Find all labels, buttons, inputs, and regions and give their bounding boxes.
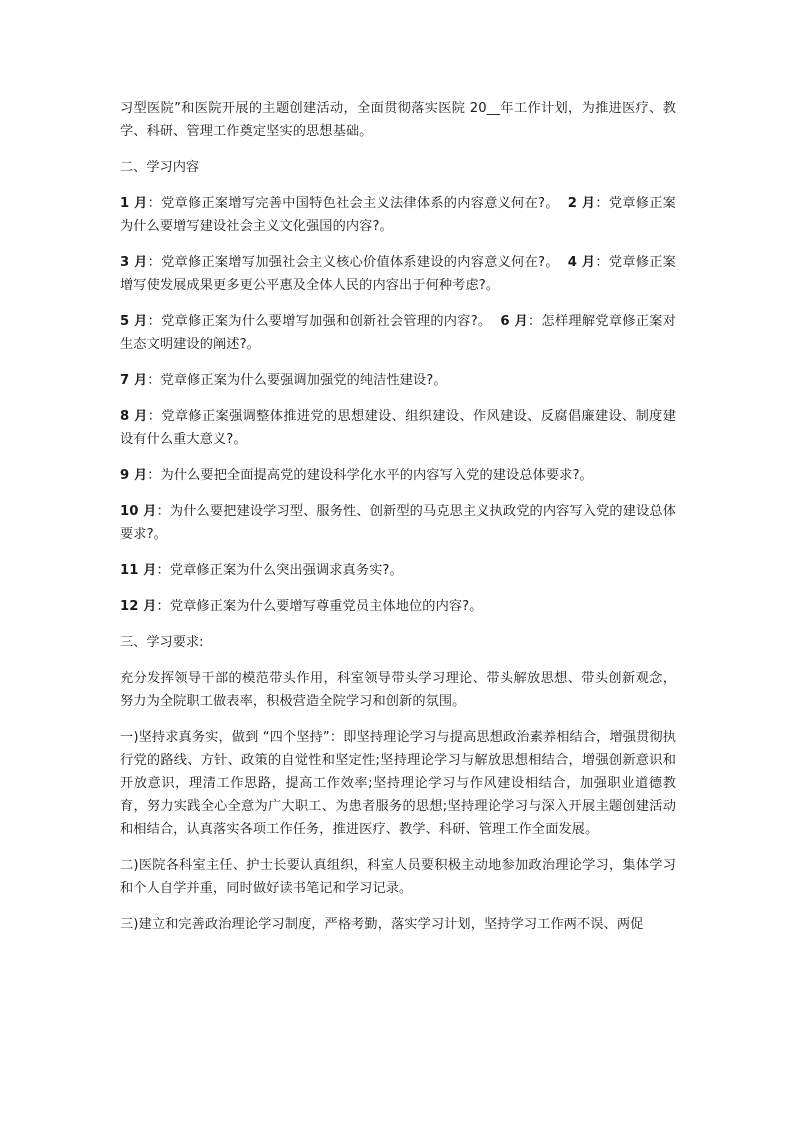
month-text: ：党章修正案为什么要增写加强和创新社会管理的内容?。 — [147, 314, 492, 329]
month-label: 7 月 — [120, 373, 148, 388]
requirement-item-2: 二)医院各科室主任、护士长要认真组织，科室人员要积极主动地参加政治理论学习，集体学习和个人自学并重，同时做好读书笔记和学习记录。 — [120, 858, 676, 896]
month-label: 2 月 — [567, 196, 596, 211]
intro-paragraph: 习型医院”和医院开展的主题创建活动，全面贯彻落实医院 20__年工作计划，为推进医疗、教学、科研、管理工作奠定坚实的思想基础。 — [120, 101, 676, 139]
section-heading-requirements: 三、学习要求: — [120, 635, 204, 650]
month-item-10 — [120, 500, 676, 546]
month-item-8 — [120, 405, 676, 451]
month-label: 8 月 — [120, 409, 148, 424]
month-item-9 — [120, 464, 676, 487]
requirement-item-3: 三)建立和完善政治理论学习制度，严格考勤，落实学习计划，坚持学习工作两不误、两促 — [120, 917, 644, 932]
month-text: ：怎样理解党章修正案对生态文明建设的阐述?。 — [120, 314, 676, 352]
month-text: ：党章修正案为什么要增写尊重党员主体地位的内容?。 — [156, 599, 483, 614]
month-item-1-2 — [120, 192, 676, 238]
month-text: ：党章修正案强调整体推进党的思想建设、组织建设、作风建设、反腐倡廉建设、制度建设有什么重大意义?。 — [120, 409, 676, 447]
month-text: ：党章修正案为什么要增写建设社会主义文化强国的内容?。 — [120, 196, 676, 234]
month-label: 3 月 — [120, 255, 148, 270]
month-label: 10 月 — [120, 504, 157, 519]
month-text: ：党章修正案为什么突出强调求真务实?。 — [156, 563, 403, 578]
month-label: 4 月 — [567, 255, 596, 270]
month-label: 5 月 — [120, 314, 148, 329]
month-item-5-6 — [120, 310, 676, 356]
document-body — [120, 97, 676, 949]
requirement-item-1: 一)坚持求真务实，做到 “四个坚持”：即坚持理论学习与提高思想政治素养相结合，增强贯彻执行党的路线、方针、政策的自觉性和坚定性;坚持理论学习与解放思想相结合，增强创新意识和开放意识，理清工作思路，提高工作效率;坚持理论学习与作风建设相结合，加强职业道德教育，努力实践全心全意为广大职工、为患者服务的思想;坚持理论学习与深入开展主题创建活动和相结合，认真落实各项工作任务，推进医疗、教学、科研、管理工作全面发展。 — [120, 730, 676, 837]
month-text: ：党章修正案增写加强社会主义核心价值体系建设的内容意义何在?。 — [147, 255, 559, 270]
section-heading-content: 二、学习内容 — [120, 160, 200, 175]
month-label: 11 月 — [120, 563, 157, 578]
month-text: ：为什么要把全面提高党的建设科学化水平的内容写入党的建设总体要求?。 — [147, 468, 593, 483]
month-label: 1 月 — [120, 196, 148, 211]
month-label: 9 月 — [120, 468, 148, 483]
requirements-intro-paragraph: 充分发挥领导干部的模范带头作用，科室领导带头学习理论、带头解放思想、带头创新观念，努力为全院职工做表率，积极营造全院学习和创新的氛围。 — [120, 671, 676, 709]
month-text: ：党章修正案增写使发展成果更多更公平惠及全体人民的内容出于何种考虑?。 — [120, 255, 676, 293]
month-label: 12 月 — [120, 599, 157, 614]
month-item-7 — [120, 369, 676, 392]
month-label: 6 月 — [500, 314, 529, 329]
month-item-3-4 — [120, 251, 676, 297]
month-item-11 — [120, 559, 676, 582]
month-item-12 — [120, 595, 676, 618]
month-text: ：为什么要把建设学习型、服务性、创新型的马克思主义执政党的内容写入党的建设总体要求?。 — [120, 504, 676, 542]
month-text: ：党章修正案增写完善中国特色社会主义法律体系的内容意义何在?。 — [147, 196, 559, 211]
month-text: ：党章修正案为什么要强调加强党的纯洁性建设?。 — [147, 373, 447, 388]
